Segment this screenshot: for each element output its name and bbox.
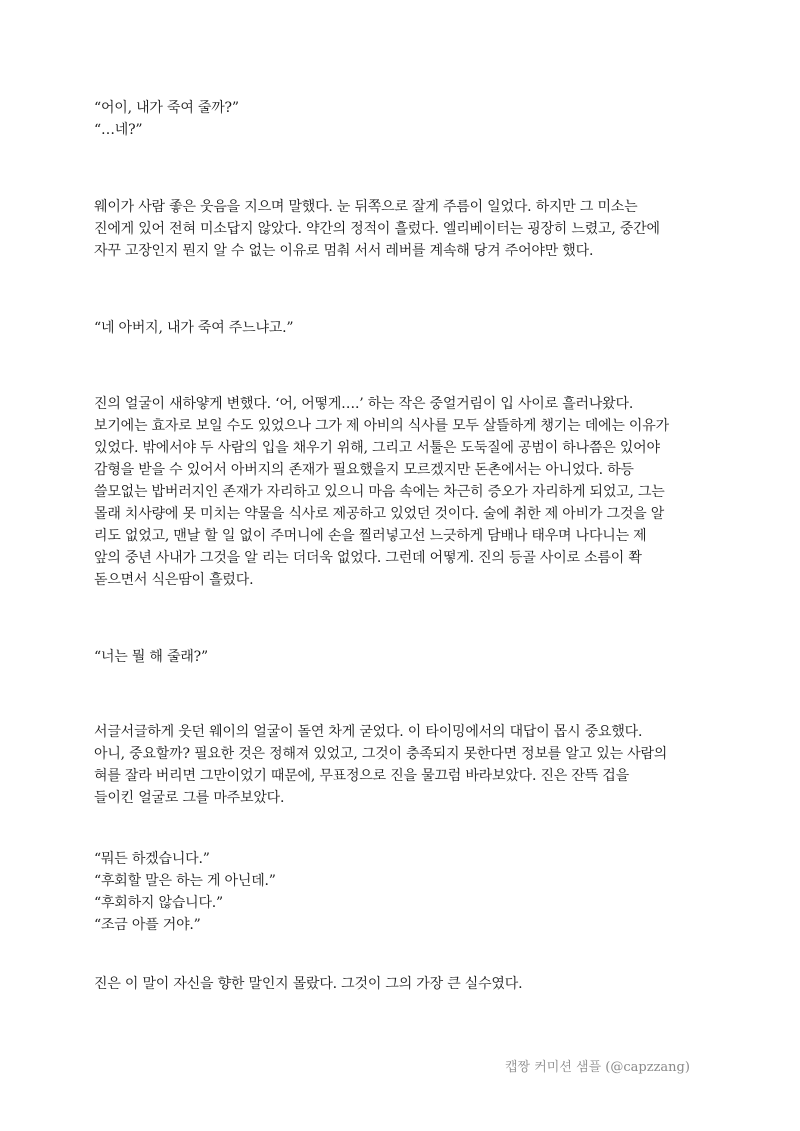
text-line: “네 아버지, 내가 죽여 주느냐고.” bbox=[94, 320, 294, 336]
text-line: “후회할 말은 하는 게 아닌데.” bbox=[94, 873, 276, 889]
text-line: 웨이가 사람 좋은 웃음을 지으며 말했다. 눈 뒤쪽으로 잘게 주름이 일었다. 하지만 그 미소는 bbox=[94, 199, 638, 215]
text-line: 아니, 중요할까? 필요한 것은 정해져 있었고, 그것이 충족되지 못한다면 정보를 알고 있는 사람의 bbox=[94, 746, 668, 762]
text-line: 감형을 받을 수 있어서 아버지의 존재가 필요했을지 모르겠지만 돈촌에서는 아니었다. 하등 bbox=[94, 462, 634, 478]
text-line: 리도 없었고, 맨날 할 일 없이 주머니에 손을 찔러넣고선 느긋하게 담배나 태우며 나다니는 제 bbox=[94, 528, 647, 544]
footer-credit: 캡짱 커미션 샘플 (@capzzang) bbox=[505, 1060, 690, 1075]
text-line: 몰래 치사량에 못 미치는 약물을 식사로 제공하고 있었던 것이다. 술에 취한 제 아비가 그것을 알 bbox=[94, 506, 665, 522]
text-line: 진에게 있어 전혀 미소답지 않았다. 약간의 정적이 흘렀다. 엘리베이터는 굉장히 느렸고, 중간에 bbox=[94, 221, 660, 237]
text-line: 쓸모없는 밥버러지인 존재가 자리하고 있으니 마음 속에는 차근히 증오가 자리하게 되었고, 그는 bbox=[94, 484, 665, 500]
text-line: “후회하지 않습니다.” bbox=[94, 895, 224, 911]
text-line: 앞의 중년 사내가 그것을 알 리는 더더욱 없었다. 그런데 어떻게. 진의 등골 사이로 소름이 쫙 bbox=[94, 550, 642, 566]
text-line: 혀를 잘라 버리면 그만이었기 때문에, 무표정으로 진을 물끄럼 바라보았다. 진은 잔뜩 겁을 bbox=[94, 768, 629, 784]
text-line: 진의 얼굴이 새하얗게 변했다. ‘어, 어떻게….’ 하는 작은 중얼거림이 입 사이로 흘러나왔다. bbox=[94, 396, 634, 412]
text-line: 진은 이 말이 자신을 향한 말인지 몰랐다. 그것이 그의 가장 큰 실수였다. bbox=[94, 976, 523, 992]
text-line: “조금 아플 거야.” bbox=[94, 917, 201, 933]
text-line: “어이, 내가 죽여 줄까?” bbox=[94, 100, 239, 116]
text-line: “너는 뭘 해 줄래?” bbox=[94, 649, 208, 665]
text-line: 자꾸 고장인지 뭔지 알 수 없는 이유로 멈춰 서서 레버를 계속해 당겨 주어야만 했다. bbox=[94, 243, 594, 259]
text-line: 보기에는 효자로 보일 수도 있었으나 그가 제 아비의 식사를 모두 살뜰하게 챙기는 데에는 이유가 bbox=[94, 418, 669, 434]
text-line: 있었다. 밖에서야 두 사람의 입을 채우기 위해, 그리고 서툴은 도둑질에 공범이 하나쯤은 있어야 bbox=[94, 440, 660, 456]
text-line: “…네?” bbox=[94, 122, 143, 138]
text-line: “뭐든 하겠습니다.” bbox=[94, 851, 210, 867]
text-line: 서글서글하게 웃던 웨이의 얼굴이 돌연 차게 굳었다. 이 타이밍에서의 대답이 몹시 중요했다. bbox=[94, 724, 643, 740]
text-line: 들이킨 얼굴로 그를 마주보았다. bbox=[94, 790, 285, 806]
text-line: 돋으면서 식은땀이 흘렀다. bbox=[94, 572, 254, 588]
